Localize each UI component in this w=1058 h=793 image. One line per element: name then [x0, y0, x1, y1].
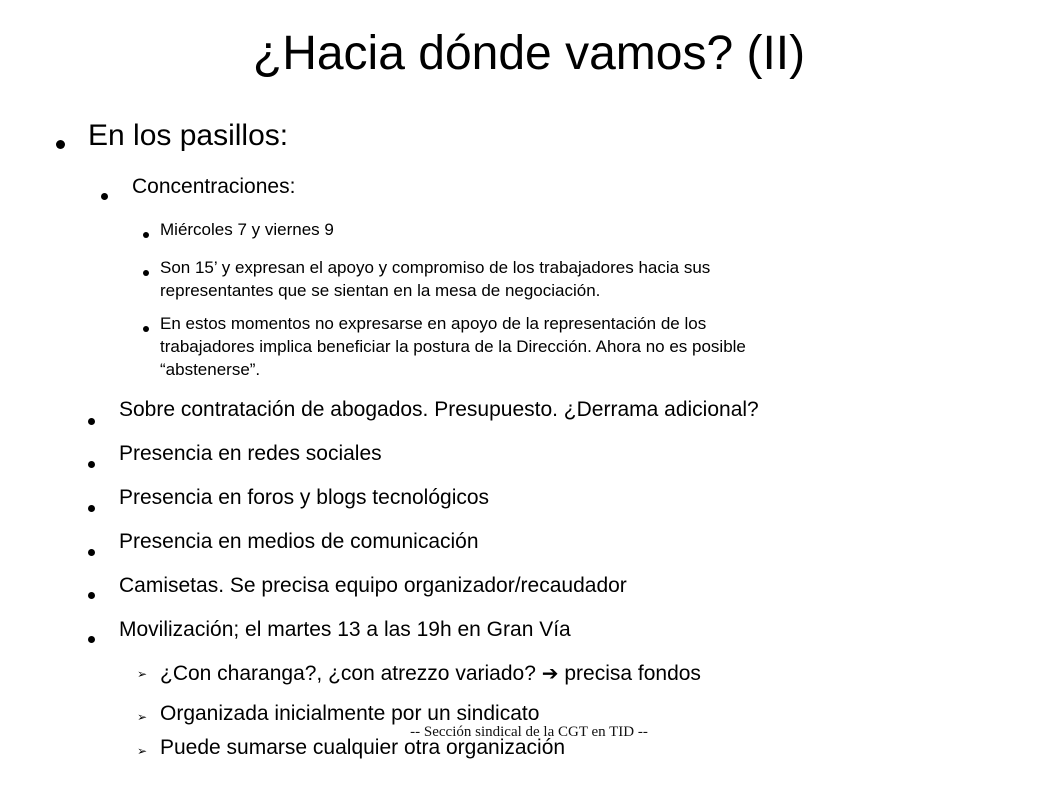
bullet-dot	[88, 636, 95, 643]
concentraciones-label: Concentraciones:	[132, 175, 296, 198]
bullet-dot	[88, 549, 95, 556]
bullet-dot	[88, 505, 95, 512]
bullet-dot	[101, 193, 108, 200]
bullet-dot	[88, 461, 95, 468]
concentraciones-item-cont: representantes que se sientan en la mesa de negociación.	[160, 281, 601, 300]
concentraciones-item: Son 15’ y expresan el apoyo y compromiso de los trabajadores hacia sus	[160, 258, 711, 277]
slide-footer: -- Sección sindical de la CGT en TID --	[410, 724, 648, 740]
arrow-bullet-icon: ➢	[137, 744, 148, 758]
bullet-dot	[88, 418, 95, 425]
concentraciones-item: En estos momentos no expresarse en apoyo de la representación de los	[160, 314, 707, 333]
arrow-right-icon: ➔	[541, 663, 559, 685]
arrow-bullet-icon: ➢	[137, 667, 148, 681]
movilizacion-item-text: ¿Con charanga?, ¿con atrezzo variado?	[160, 662, 536, 685]
point-item: Presencia en redes sociales	[119, 442, 382, 465]
concentraciones-item-cont: trabajadores implica beneficiar la postura de la Dirección. Ahora no es posible	[160, 337, 746, 356]
point-item: Presencia en medios de comunicación	[119, 530, 479, 553]
concentraciones-item-cont: “abstenerse”.	[160, 360, 261, 379]
movilizacion-item	[160, 661, 701, 686]
point-item: Camisetas. Se precisa equipo organizador/recaudador	[119, 574, 627, 597]
bullet-dot	[143, 270, 149, 276]
movilizacion-item: Puede sumarse cualquier otra organización	[160, 736, 566, 759]
point-item: Movilización; el martes 13 a las 19h en Gran Vía	[119, 618, 571, 641]
bullet-dot	[56, 140, 65, 149]
concentraciones-item: Miércoles 7 y viernes 9	[160, 220, 334, 239]
section-heading: En los pasillos:	[88, 119, 289, 152]
slide-title: ¿Hacia dónde vamos? (II)	[252, 27, 806, 80]
bullet-dot	[88, 592, 95, 599]
point-item: Presencia en foros y blogs tecnológicos	[119, 486, 490, 509]
bullet-dot	[143, 232, 149, 238]
point-item: Sobre contratación de abogados. Presupuesto. ¿Derrama adicional?	[119, 398, 759, 421]
bullet-dot	[143, 326, 149, 332]
arrow-bullet-icon: ➢	[137, 710, 148, 724]
movilizacion-item-text: precisa fondos	[564, 662, 701, 685]
movilizacion-item: Organizada inicialmente por un sindicato	[160, 702, 540, 725]
